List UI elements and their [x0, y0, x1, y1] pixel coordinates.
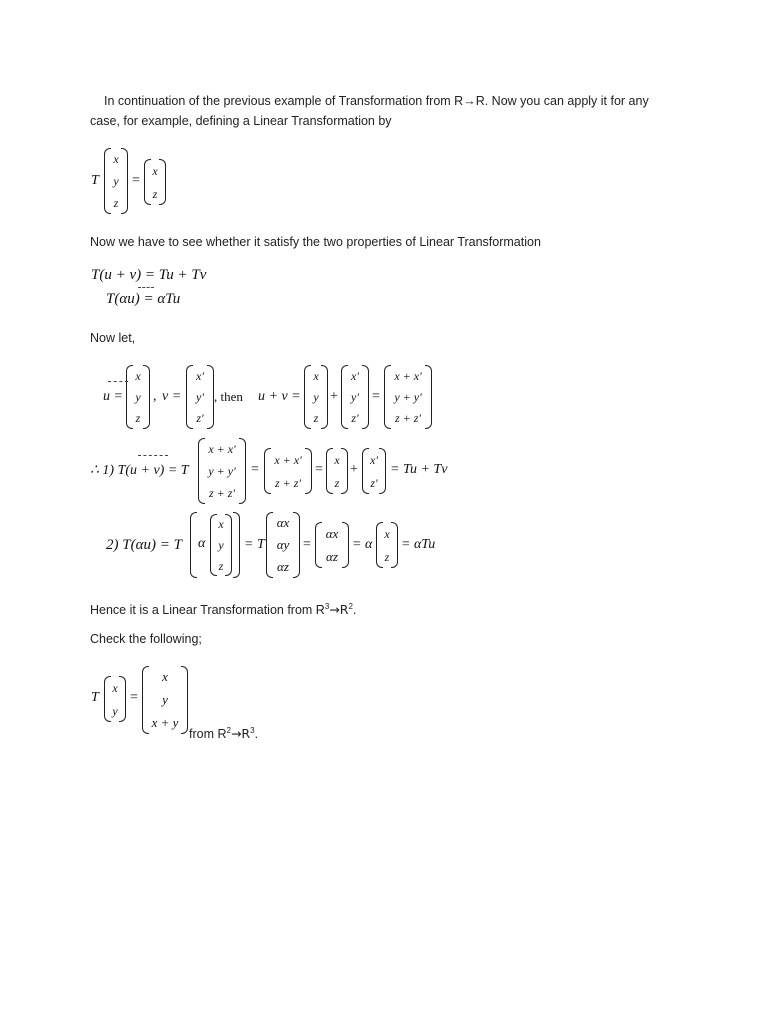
equals: = [315, 462, 323, 477]
cell: x [112, 680, 118, 695]
v-vector [186, 365, 214, 429]
cell: z' [351, 411, 359, 426]
sum-label: u + v = [258, 389, 301, 404]
cell: z + z' [208, 486, 235, 500]
conclusion-text: Hence it is a Linear Transformation from R [90, 603, 325, 618]
proof1-b-vector [362, 448, 386, 494]
equals: = [372, 389, 380, 404]
check-heading: Check the following; [90, 632, 202, 646]
cell: x [334, 452, 340, 467]
equals-T: = T [244, 537, 265, 552]
equals: = [130, 690, 138, 705]
underline-mark [138, 287, 154, 288]
superscript: 2 [226, 726, 231, 735]
proof2-alpha-vector-2 [315, 522, 349, 568]
cell: x [384, 526, 390, 541]
def-vector-2 [144, 159, 166, 205]
cell: y' [351, 389, 359, 404]
proof1-vector-3 [198, 438, 246, 504]
property-homogeneity: T(αu) = αTu [106, 291, 181, 307]
period: . [352, 603, 357, 618]
def-equals: = [132, 173, 140, 188]
now-let: Now let, [90, 331, 136, 345]
check-vector-2 [104, 676, 126, 722]
cell: αx [276, 515, 290, 530]
cell: z [218, 558, 224, 573]
cell: z' [370, 475, 378, 490]
cell: x' [370, 452, 378, 467]
cell: z + z' [394, 411, 421, 426]
cell: z [384, 549, 390, 564]
u-label: u = [103, 389, 123, 404]
cell: x [162, 669, 168, 685]
cell: x + x' [394, 368, 422, 383]
proof1-prefix: ∴ 1) T(u + v) = T [90, 463, 189, 478]
period: . [254, 727, 259, 742]
cell: αz [277, 559, 289, 574]
arrow-text: →R [230, 726, 251, 742]
cell: x [218, 517, 224, 532]
cell: z [135, 411, 141, 426]
plus: + [330, 389, 338, 404]
cell: y [313, 389, 319, 404]
check-lhs: T [91, 690, 99, 705]
u-vector [126, 365, 150, 429]
proof2-vector-3 [210, 514, 232, 576]
check-vector-3 [142, 666, 188, 734]
from-text [189, 722, 258, 743]
proof2-vector-2 [376, 522, 398, 568]
equals-alpha: = α [352, 537, 373, 552]
alpha: α [198, 536, 206, 551]
comma: , [153, 389, 157, 404]
proof1-vector-2 [264, 448, 312, 494]
def-vector-3 [104, 148, 128, 214]
def-cell: x [113, 152, 119, 166]
cell: αy [276, 537, 290, 552]
superscript: 2 [348, 602, 353, 611]
then-text: , then [214, 389, 243, 404]
cell: x [135, 368, 141, 383]
proof2-alpha-vector-3 [266, 512, 300, 578]
def-cell: z [113, 196, 119, 210]
intro-line-2: case, for example, defining a Linear Transformation by [90, 114, 392, 128]
arrow-text: →R [329, 602, 349, 618]
property-additivity: T(u + v) = Tu + Tv [91, 267, 207, 283]
from-label: from R [189, 727, 227, 742]
cell: y [218, 537, 224, 552]
cell: y [162, 691, 168, 707]
cell: y [112, 703, 118, 718]
def-cell: z [152, 186, 158, 201]
cell: z + z' [274, 475, 301, 490]
proof2-prefix: 2) T(αu) = T [106, 537, 182, 553]
cell: y + y' [394, 389, 422, 404]
cell: x + x' [274, 452, 302, 467]
cell: z' [196, 411, 204, 426]
def-cell: y [113, 174, 119, 188]
proof1-result: = Tu + Tv [390, 462, 448, 477]
def-lhs: T [91, 173, 99, 188]
cell: z [334, 475, 340, 490]
plus: + [350, 462, 358, 477]
sum-vector [384, 365, 432, 429]
equals: = [303, 537, 311, 552]
v-label: v = [162, 389, 182, 404]
cell: αz [326, 548, 338, 564]
proof2-outer [190, 512, 240, 578]
intro-line-1: In continuation of the previous example of Transformation from R→R. Now you can apply it for any [104, 94, 649, 108]
cell: y' [196, 389, 204, 404]
cell: x + x' [208, 442, 236, 456]
superscript: 3 [324, 602, 330, 611]
overline-mark [108, 381, 128, 382]
cell: αx [325, 525, 339, 541]
def-cell: x [152, 163, 158, 178]
a-vector [304, 365, 328, 429]
overline-mark [138, 455, 168, 456]
b-vector [341, 365, 369, 429]
cell: x [313, 368, 319, 383]
cell: y + y' [208, 464, 236, 478]
cell: x + y [151, 714, 179, 730]
conclusion [90, 598, 356, 619]
proof1-a-vector [326, 448, 348, 494]
cell: x' [196, 368, 204, 383]
properties-intro: Now we have to see whether it satisfy the two properties of Linear Transformation [90, 235, 541, 249]
superscript: 3 [250, 726, 255, 735]
cell: y [135, 389, 141, 404]
cell: x' [351, 368, 359, 383]
cell: z [313, 411, 319, 426]
proof2-result: = αTu [401, 537, 436, 552]
equals: = [251, 462, 259, 477]
